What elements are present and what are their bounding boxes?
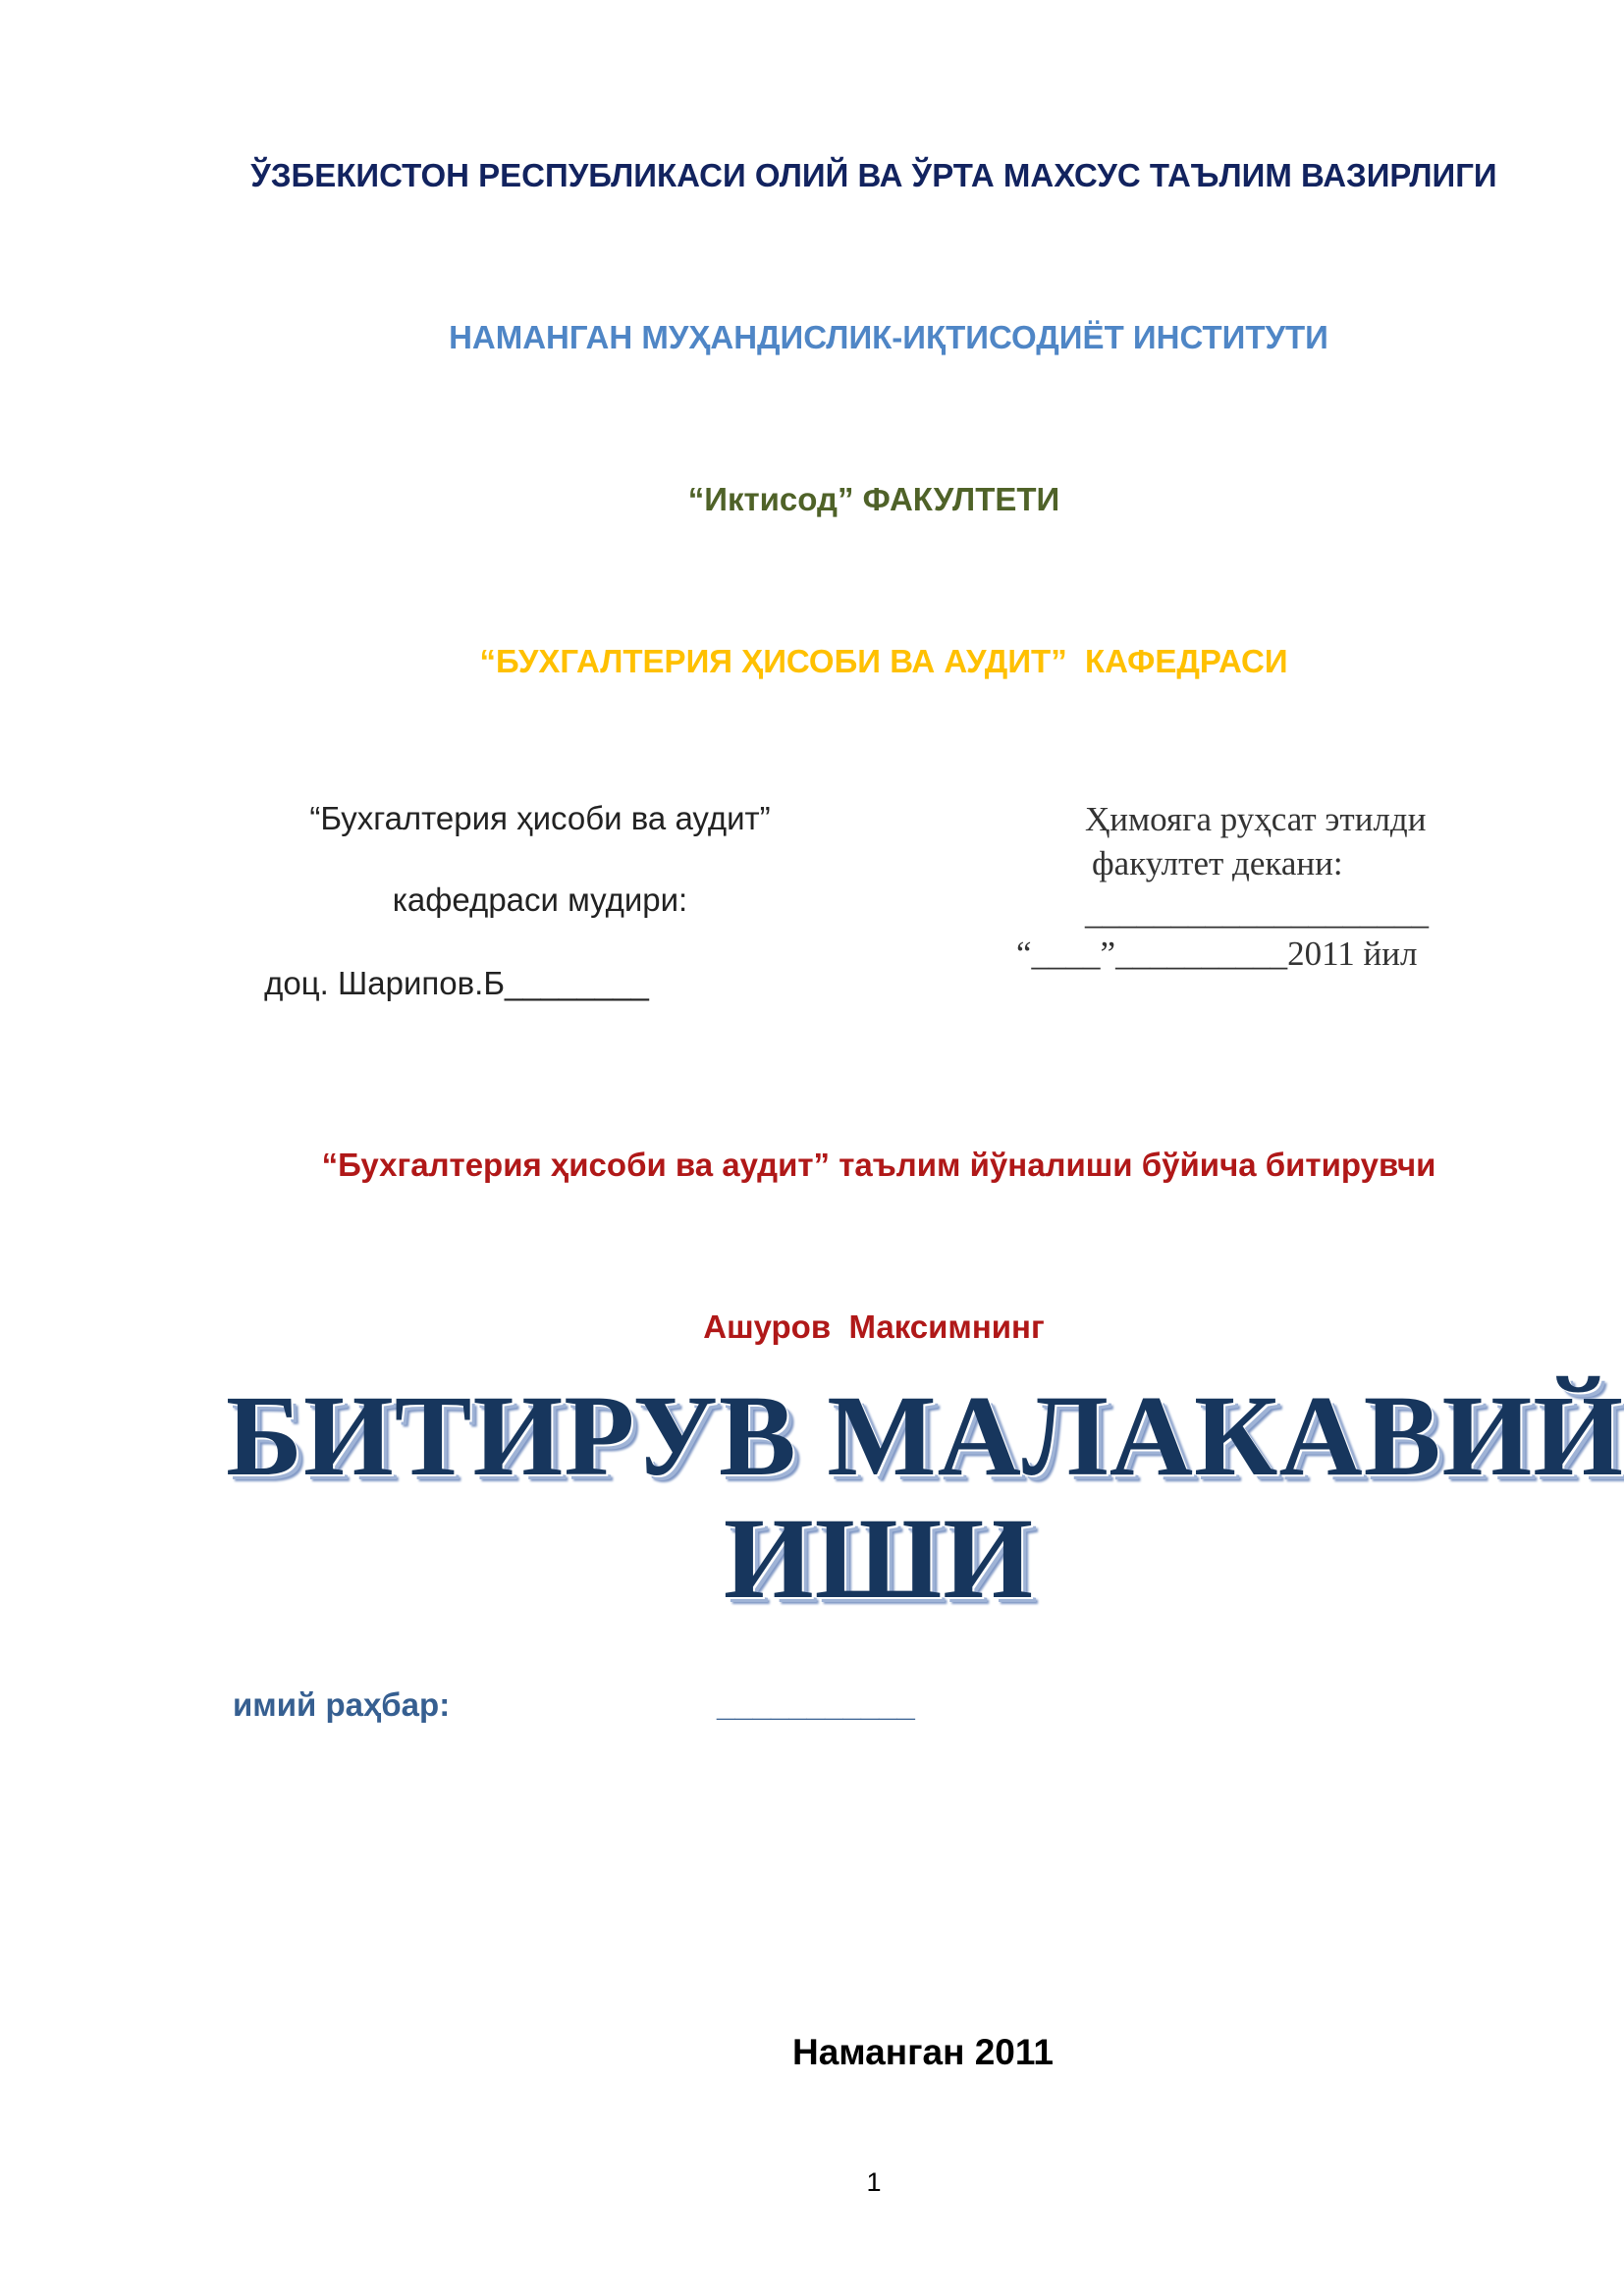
defense-permission-line: Ҳимояга руҳсат этилди — [1085, 800, 1427, 838]
dean-signature-blank: ____________________ — [1085, 893, 1429, 932]
institute-heading: НАМАНГАН МУҲАНДИСЛИК-ИҚТИСОДИЁТ ИНСТИТУТИ — [449, 319, 1328, 355]
work-title-line-1: БИТИРУВ МАЛАКАВИЙ — [226, 1371, 1624, 1500]
ministry-heading: ЎЗБЕКИСТОН РЕСПУБЛИКАСИ ОЛИЙ ВА ЎРТА МАХСУС ТАЪЛИМ ВАЗИРЛИГИ — [250, 157, 1497, 193]
supervisor-signature-blank: ___________ — [717, 1686, 915, 1723]
work-title-line-2: ИШИ — [723, 1494, 1035, 1623]
approval-date-line: “____”__________2011 йил — [1016, 934, 1418, 973]
faculty-heading: “Иктисод” ФАКУЛТЕТИ — [687, 481, 1060, 517]
department-name-line: “Бухгалтерия ҳисоби ва аудит” — [309, 800, 771, 836]
department-head-signature: доц. Шарипов.Б________ — [264, 965, 649, 1001]
study-direction: “Бухгалтерия ҳисоби ва аудит” таълим йўналиши бўйича битирувчи — [321, 1147, 1436, 1183]
city-year: Наманган 2011 — [792, 2032, 1054, 2072]
dean-title: факултет декани: — [1092, 844, 1343, 882]
department-head-title: кафедраси мудири: — [392, 881, 688, 918]
department-heading: “БУХГАЛТЕРИЯ ҲИСОБИ ВА АУДИТ” КАФЕДРАСИ — [479, 643, 1288, 679]
work-title — [226, 1371, 1624, 1623]
page-number: 1 — [866, 2167, 882, 2197]
supervisor-label: имий раҳбар: — [233, 1686, 451, 1723]
student-name: Ашуров Максимнинг — [703, 1308, 1045, 1345]
